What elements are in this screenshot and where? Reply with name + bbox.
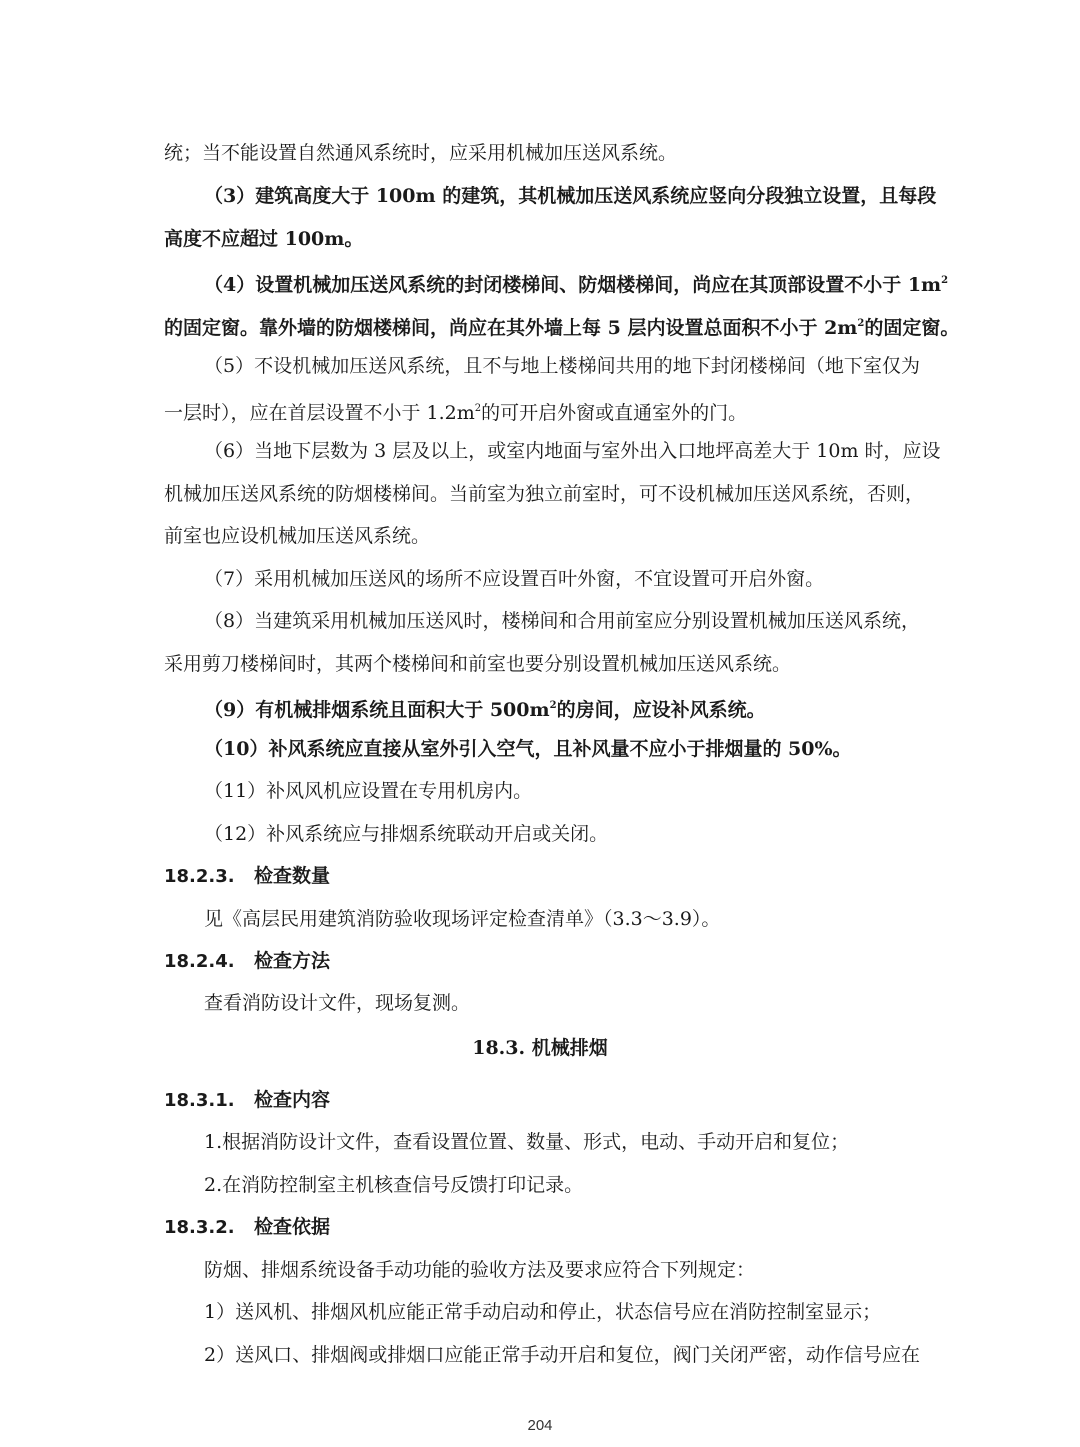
list-item: 1.根据消防设计文件，查看设置位置、数量、形式，电动、手动开启和复位； [204, 1131, 850, 1153]
paragraph-line [164, 311, 960, 341]
heading-title: 检查依据 [254, 1216, 331, 1238]
text-run: （9）有机械排烟系统且面积大于 500m [204, 699, 550, 721]
section-heading [164, 948, 924, 975]
heading-title: 检查数量 [254, 865, 331, 887]
section-heading [164, 1214, 924, 1241]
heading-number: 18.3.2. [164, 1217, 235, 1238]
paragraph-line: 见《高层民用建筑消防验收现场评定检查清单》（3.3～3.9）。 [204, 908, 721, 930]
superscript: 2 [549, 700, 557, 711]
list-item: 2）送风口、排烟阀或排烟口应能正常手动开启和复位，阀门关闭严密，动作信号应在 [204, 1344, 920, 1366]
paragraph-line [204, 268, 949, 298]
text-run: 的固定窗。 [864, 317, 960, 339]
paragraph-line: 防烟、排烟系统设备手动功能的验收方法及要求应符合下列规定： [204, 1259, 756, 1281]
paragraph-line: （10）补风系统应直接从室外引入空气，且补风量不应小于排烟量的 50%。 [204, 738, 852, 760]
text-run: 的固定窗。靠外墙的防烟楼梯间，尚应在其外墙上每 5 层内设置总面积不小于 2m [164, 317, 858, 339]
paragraph-line: （12）补风系统应与排烟系统联动开启或关闭。 [204, 823, 609, 845]
heading-number: 18.3.1. [164, 1090, 235, 1111]
paragraph-line: （11）补风风机应设置在专用机房内。 [204, 780, 533, 802]
superscript: 2 [941, 275, 949, 286]
text-run: 的可开启外窗或直通室外的门。 [481, 402, 748, 424]
paragraph-line [164, 396, 924, 426]
paragraph-line: 前室也应设机械加压送风系统。 [164, 525, 431, 547]
text-run: 一层时），应在首层设置不小于 1.2m [164, 402, 475, 424]
page-number: 204 [527, 1417, 553, 1434]
text-run: （4）设置机械加压送风系统的封闭楼梯间、防烟楼梯间，尚应在其顶部设置不小于 1m [204, 274, 942, 296]
paragraph-line: （3）建筑高度大于 100m 的建筑，其机械加压送风系统应竖向分段独立设置，且每段 [204, 185, 937, 207]
superscript: 2 [474, 403, 482, 414]
paragraph-line: 机械加压送风系统的防烟楼梯间。当前室为独立前室时，可不设机械加压送风系统，否则， [164, 483, 925, 505]
superscript: 2 [857, 318, 865, 329]
section-title: 18.3. 机械排烟 [472, 1037, 608, 1059]
paragraph-line: （7）采用机械加压送风的场所不应设置百叶外窗，不宜设置可开启外窗。 [204, 568, 825, 590]
list-item: 2.在消防控制室主机核查信号反馈打印记录。 [204, 1174, 584, 1196]
heading-title: 检查内容 [254, 1089, 331, 1111]
text-run: 的房间，应设补风系统。 [556, 699, 766, 721]
heading-title: 检查方法 [254, 950, 331, 972]
list-item: 1）送风机、排烟风机应能正常手动启动和停止，状态信号应在消防控制室显示； [204, 1301, 882, 1323]
heading-number: 18.2.4. [164, 951, 235, 972]
paragraph-line: 统；当不能设置自然通风系统时，应采用机械加压送风系统。 [164, 142, 678, 164]
paragraph-line: （6）当地下层数为 3 层及以上，或室内地面与室外出入口地坪高差大于 10m 时，应设 [204, 440, 941, 462]
paragraph-line: 高度不应超过 100m。 [164, 228, 364, 250]
heading-number: 18.2.3. [164, 866, 235, 887]
paragraph-line: 采用剪刀楼梯间时，其两个楼梯间和前室也要分别设置机械加压送风系统。 [164, 653, 792, 675]
paragraph-line: （8）当建筑采用机械加压送风时，楼梯间和合用前室应分别设置机械加压送风系统， [204, 610, 920, 632]
section-heading [164, 863, 924, 890]
paragraph-line: 查看消防设计文件，现场复测。 [204, 992, 471, 1014]
paragraph-line [204, 693, 964, 723]
paragraph-line: （5）不设机械加压送风系统，且不与地上楼梯间共用的地下封闭楼梯间（地下室仅为 [204, 355, 920, 377]
section-heading [164, 1087, 924, 1114]
